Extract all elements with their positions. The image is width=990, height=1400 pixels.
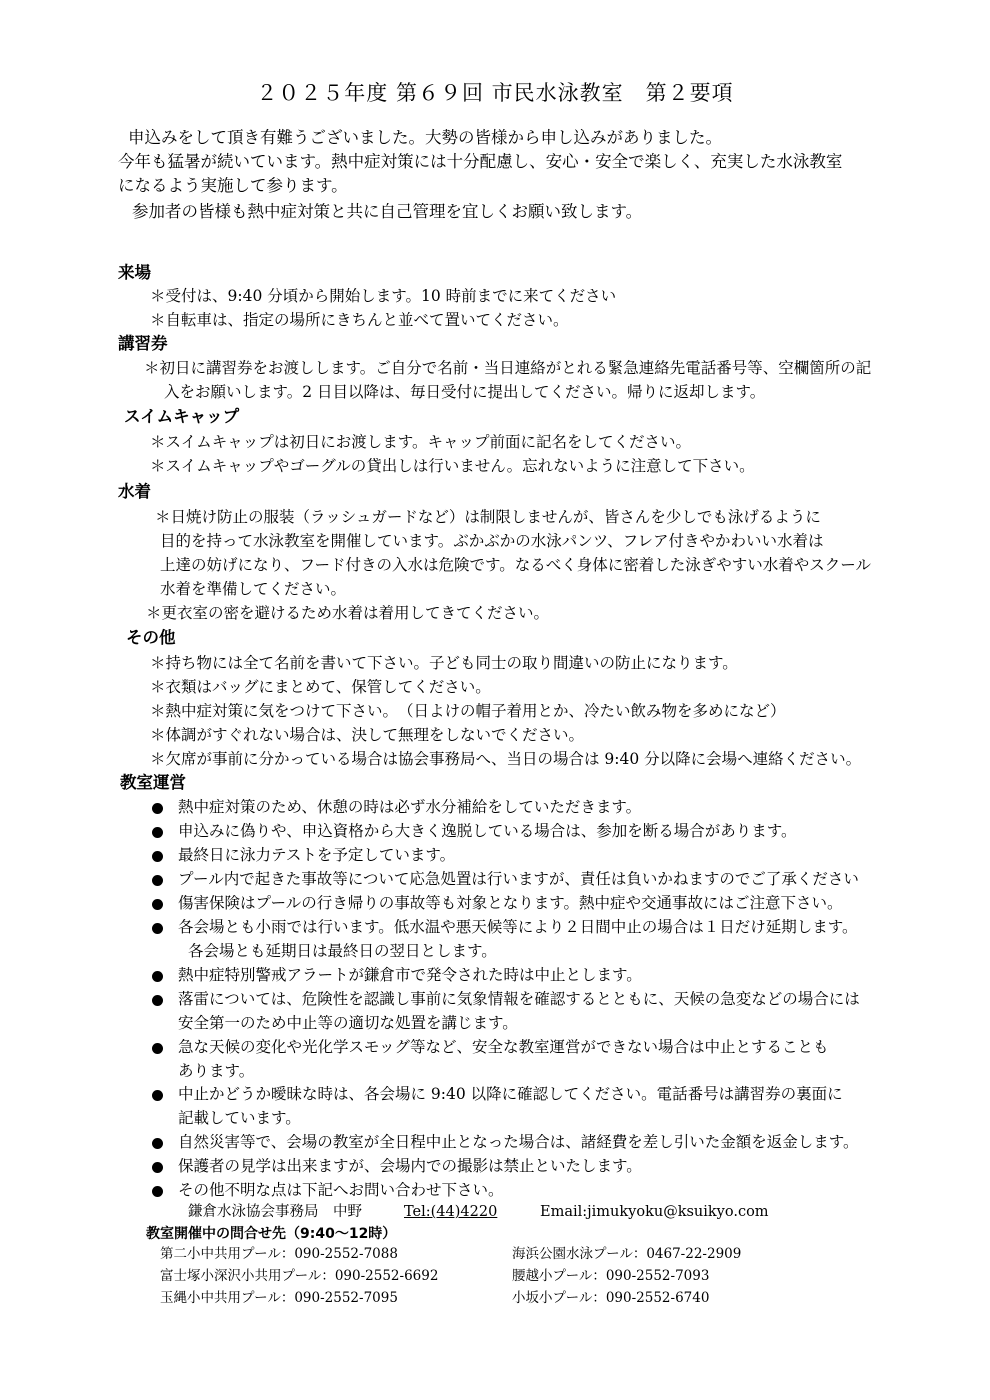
other-line-3: ＊熱中症対策に気をつけて下さい。 （日よけの帽子着用とか、冷たい飲み物を多めになど）	[150, 702, 786, 720]
bullet-icon	[152, 803, 163, 814]
operation-item-7: 熱中症特別警戒アラートが鎌倉市で発令された時は中止とします。	[178, 966, 642, 984]
bullet-icon	[152, 875, 163, 886]
contact-tel: Tel:(44)4220	[404, 1204, 498, 1220]
swimcap-line-1: ＊スイムキャップは初日にお渡します。キャップ前面に記名をしてください。	[150, 433, 691, 451]
intro-line-4: 参加者の皆様も熱中症対策と共に自己管理を宜しくお願い致します。	[132, 202, 643, 221]
other-line-1: ＊持ち物には全て名前を書いて下さい。子ども同士の取り間違いの防止になります。	[150, 654, 738, 672]
operation-item-12: 保護者の見学は出来ますが、会場内での撮影は禁止といたします。	[178, 1157, 642, 1175]
swimcap-line-2: ＊スイムキャップやゴーグルの貸出しは行いません。忘れないように注意して下さい。	[150, 457, 755, 475]
heading-operation: 教室運営	[120, 773, 186, 792]
document-title: ２０２５年度 第６９回 市民水泳教室 第２要項	[256, 81, 734, 105]
bullet-icon	[152, 995, 163, 1006]
operation-item-10-cont: 記載しています。	[178, 1109, 301, 1127]
operation-item-4: プール内で起きた事故等について応急処置は行いますが、責任は負いかねますのでご了承ください	[178, 870, 859, 888]
operation-item-3: 最終日に泳力テストを予定しています。	[178, 846, 456, 864]
arrival-line-2: ＊自転車は、指定の場所にきちんと並べて置いてください。	[150, 311, 569, 329]
operation-item-13: その他不明な点は下記へお問い合わせ下さい。	[178, 1181, 504, 1199]
bullet-icon	[152, 1186, 163, 1197]
operation-item-5: 傷害保険はプールの行き帰りの事故等も対象となります。熱中症や交通事故にはご注意下さい。	[178, 894, 843, 912]
operation-item-9-cont: あります。	[178, 1062, 255, 1080]
bullet-icon	[152, 1162, 163, 1173]
operation-item-10: 中止かどうか曖昧な時は、各会場に 9:40 以降に確認してください。電話番号は講習券の裏面に	[178, 1085, 843, 1103]
bullet-icon	[152, 1043, 163, 1054]
operation-item-1: 熱中症対策のため、休憩の時は必ず水分補給をしていただきます。	[178, 798, 642, 816]
bullet-icon	[152, 971, 163, 982]
pool-item: 小坂小プール：090-2552-6740	[512, 1290, 710, 1306]
intro-line-2: 今年も猛暑が続いています。熱中症対策には十分配慮し、安心・安全で楽しく、充実した水泳教室	[118, 152, 843, 171]
operation-item-6-cont: 各会場とも延期日は最終日の翌日とします。	[188, 942, 497, 960]
swimwear-line-5: ＊更衣室の密を避けるため水着は着用してきてください。	[146, 604, 550, 622]
operation-item-2: 申込みに偽りや、申込資格から大きく逸脱している場合は、参加を断る場合があります。	[178, 822, 797, 840]
swimwear-line-2: 目的を持って水泳教室を開催しています。ぶかぶかの水泳パンツ、フレア付きやかわいい水着は	[160, 532, 824, 550]
arrival-line-1: ＊受付は、9:40 分頃から開始します。10 時前までに来てください	[150, 287, 617, 305]
heading-ticket: 講習券	[118, 334, 168, 353]
operation-item-11: 自然災害等で、会場の教室が全日程中止となった場合は、諸経費を差し引いた金額を返金します。	[178, 1133, 859, 1151]
operation-item-8: 落雷については、危険性を認識し事前に気象情報を確認するとともに、天候の急変などの場合には	[178, 990, 860, 1008]
inquiry-title: 教室開催中の問合せ先（9:40～12時）	[146, 1226, 397, 1242]
bullet-icon	[152, 923, 163, 934]
other-line-2: ＊衣類はバッグにまとめて、保管してください。	[150, 678, 491, 696]
operation-item-8-cont: 安全第一のため中止等の適切な処置を講じます。	[178, 1014, 518, 1032]
contact-email: Email:jimukyoku@ksuikyo.com	[540, 1204, 769, 1220]
bullet-icon	[152, 899, 163, 910]
other-line-5: ＊欠席が事前に分かっている場合は協会事務局へ、当日の場合は 9:40 分以降に会場へ連絡ください。	[150, 750, 862, 768]
intro-line-1: 申込みをして頂き有難うございました。大勢の皆様から申し込みがありました。	[128, 128, 722, 147]
bullet-icon	[152, 827, 163, 838]
operation-item-9: 急な天候の変化や光化学スモッグ等など、安全な教室運営ができない場合は中止とすることも	[178, 1038, 829, 1056]
ticket-line-2: 入をお願いします。2 日目以降は、毎日受付に提出してください。帰りに返却します。	[164, 383, 766, 401]
swimwear-line-1: ＊日焼け防止の服装（ラッシュガードなど）は制限しませんが、皆さんを少しでも泳げるように	[155, 508, 821, 526]
swimwear-line-3: 上達の妨げになり、フード付きの入水は危険です。なるべく身体に密着した泳ぎやすい水着やスクール	[160, 556, 871, 574]
bullet-icon	[152, 1138, 163, 1149]
bullet-icon	[152, 1090, 163, 1101]
bullet-icon	[152, 851, 163, 862]
pool-item: 海浜公園水泳プール：0467-22-2909	[512, 1246, 742, 1262]
pool-item: 第二小中共用プール：090-2552-7088	[160, 1246, 398, 1262]
contact-org: 鎌倉水泳協会事務局 中野	[188, 1204, 362, 1220]
heading-swimcap: スイムキャップ	[124, 407, 240, 426]
other-line-4: ＊体調がすぐれない場合は、決して無理をしないでください。	[150, 726, 585, 744]
heading-swimwear: 水着	[118, 482, 151, 501]
heading-arrival: 来場	[118, 263, 151, 282]
intro-line-3: になるよう実施して参ります。	[118, 176, 348, 195]
operation-item-6: 各会場とも小雨では行います。低水温や悪天候等により２日間中止の場合は１日だけ延期します。	[178, 918, 858, 936]
ticket-line-1: ＊初日に講習券をお渡しします。ご自分で名前・当日連絡がとれる緊急連絡先電話番号等、空欄箇所の記	[144, 359, 872, 377]
pool-item: 玉縄小中共用プール：090-2552-7095	[160, 1290, 398, 1306]
heading-other: その他	[126, 628, 176, 647]
pool-item: 腰越小プール：090-2552-7093	[512, 1268, 710, 1284]
swimwear-line-4: 水着を準備してください。	[160, 580, 347, 598]
pool-item: 富士塚小深沢小共用プール：090-2552-6692	[160, 1268, 439, 1284]
